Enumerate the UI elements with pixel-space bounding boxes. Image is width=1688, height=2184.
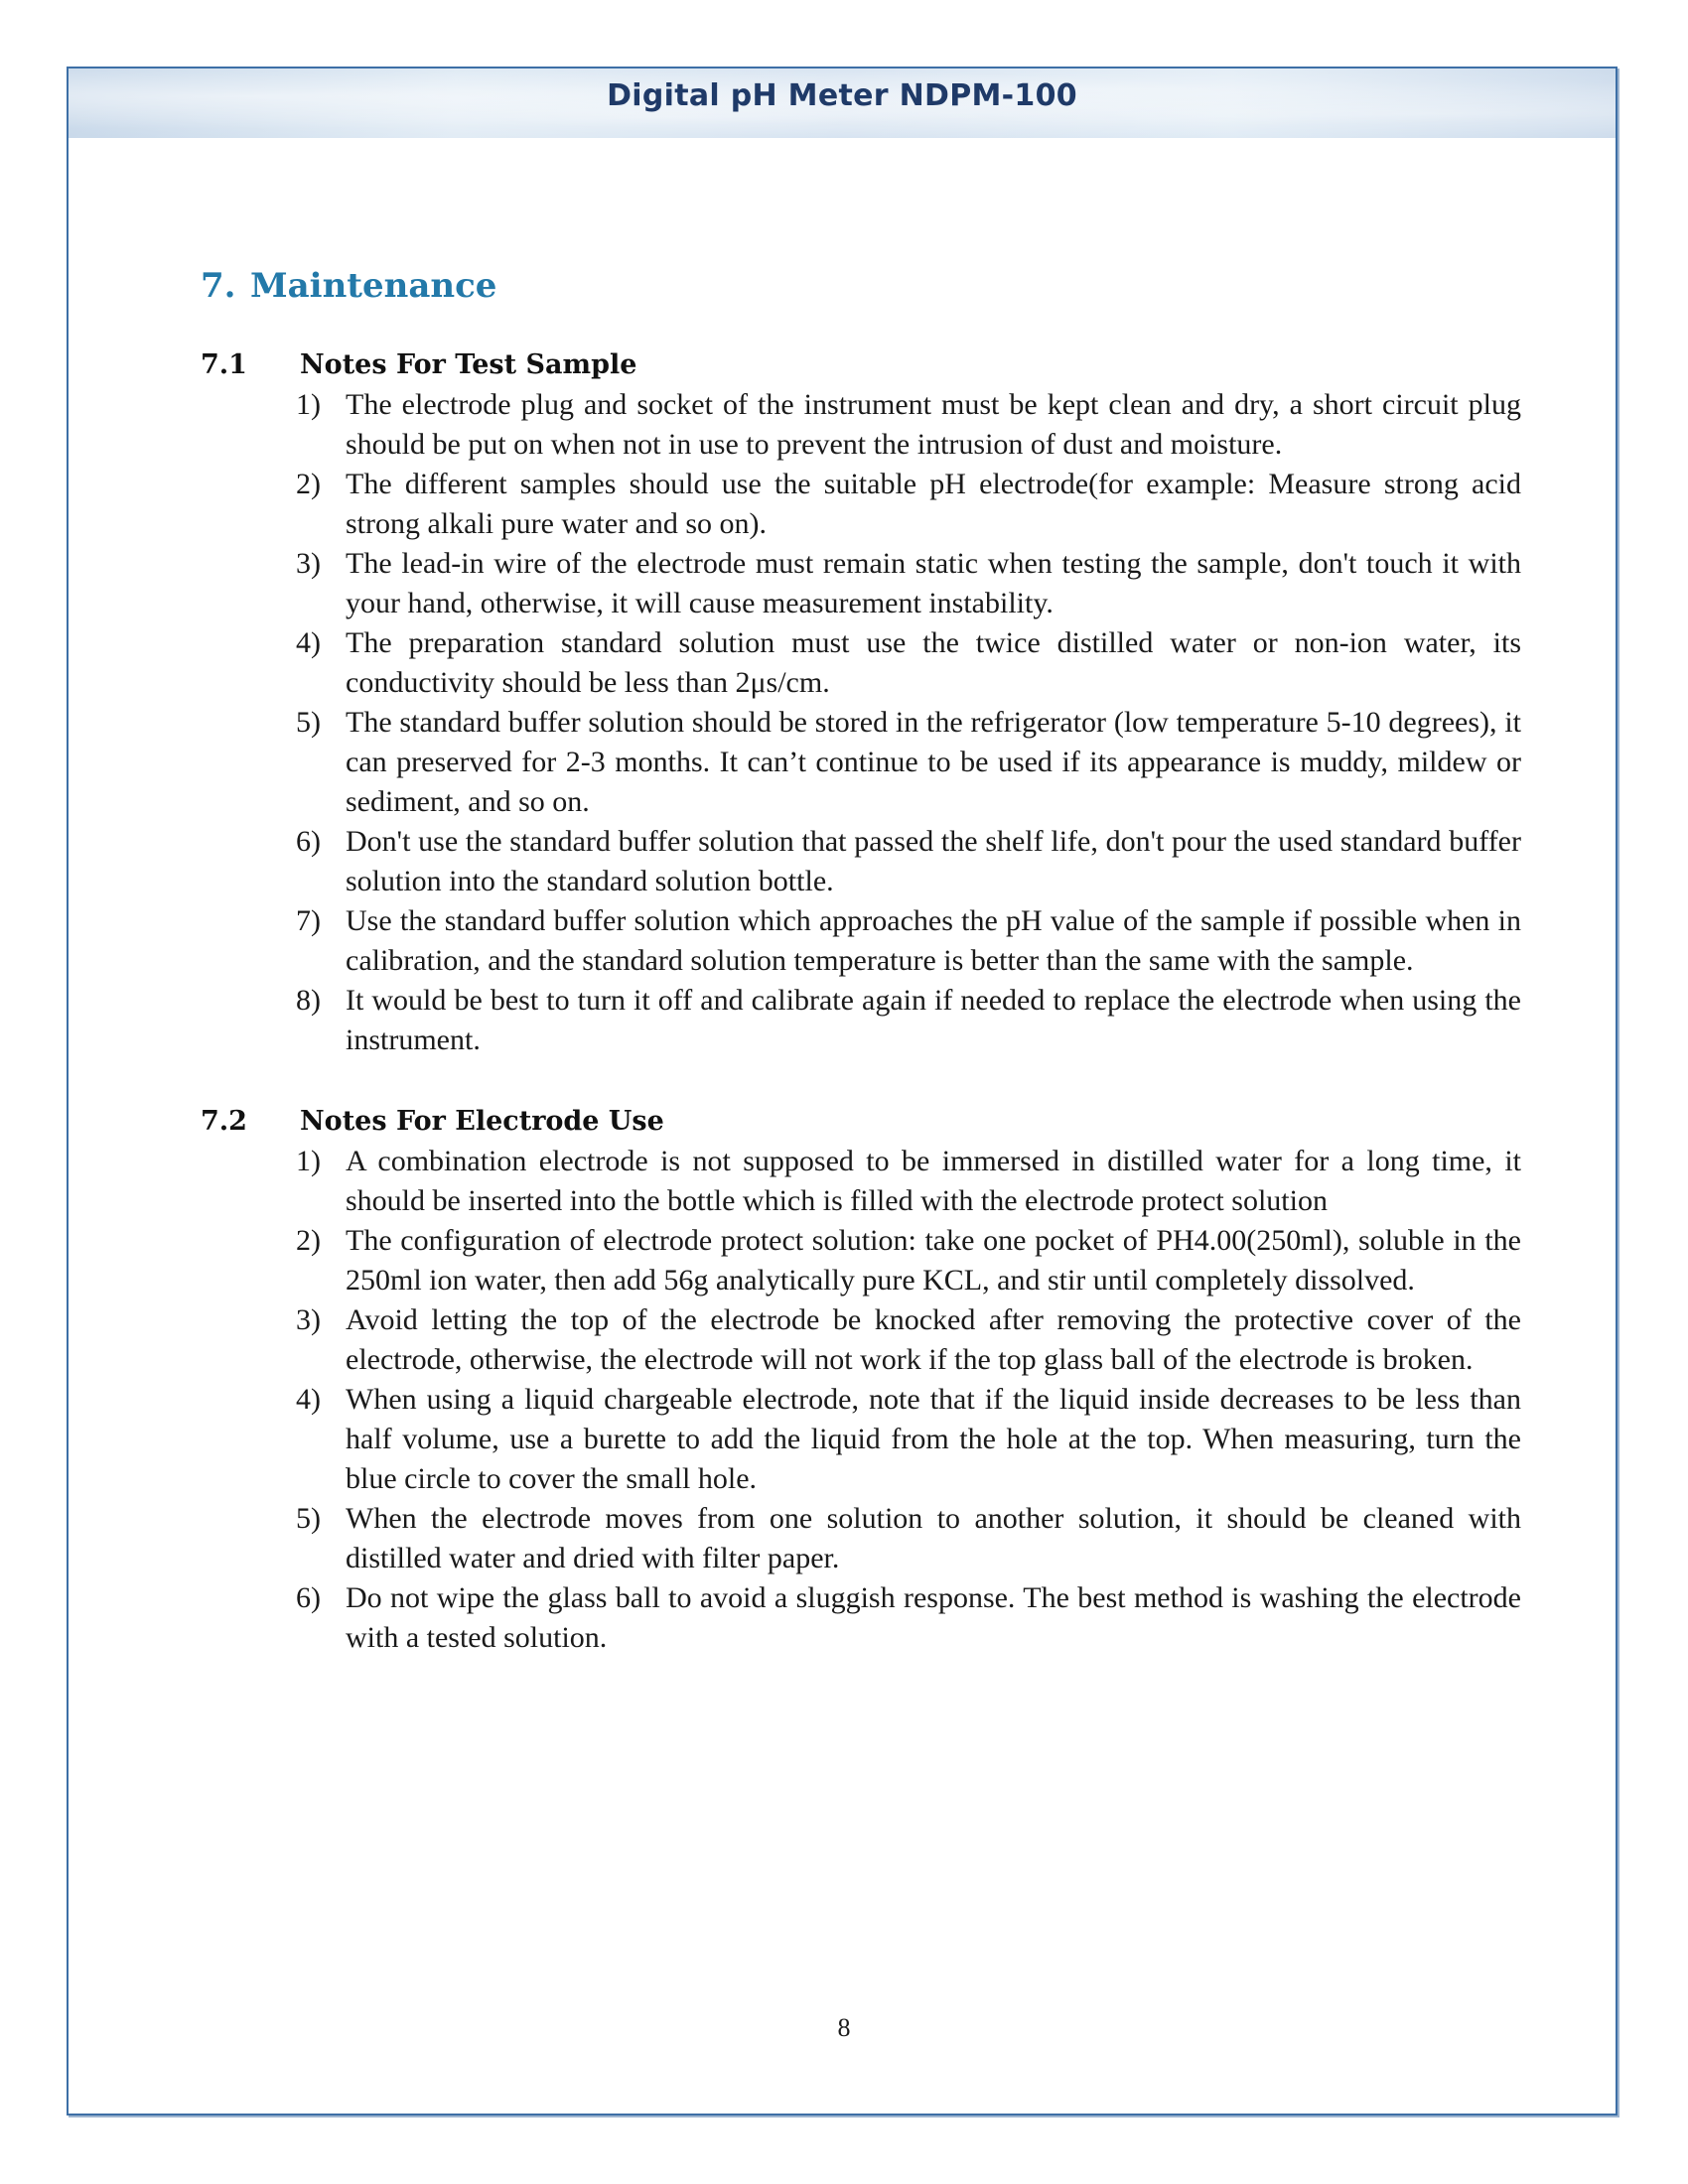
- subsection-title: Notes For Electrode Use: [300, 1106, 664, 1137]
- list-item: [296, 1142, 1521, 1221]
- list-marker: 3): [296, 1303, 321, 1336]
- list-item: [296, 1221, 1521, 1300]
- list-item-text: The preparation standard solution must use the twice distilled water or non-ion water, its conductivity should be less than 2μs/cm.: [346, 626, 1521, 699]
- subsection-test-sample: [201, 345, 1521, 1060]
- subsection-number: 7.1: [201, 349, 247, 380]
- list-marker: 6): [296, 1581, 321, 1614]
- list-item-text: The different samples should use the suitable pH electrode(for example: Measure strong acid strong alkali pure water and so on).: [346, 468, 1521, 540]
- list-marker: 1): [296, 1145, 321, 1177]
- list-marker: 2): [296, 1224, 321, 1257]
- list-item: [296, 544, 1521, 623]
- list-item: [296, 465, 1521, 544]
- section-heading: [201, 266, 1521, 306]
- document-header-title: Digital pH Meter NDPM-100: [607, 78, 1077, 113]
- subsection-electrode-use: [201, 1102, 1521, 1658]
- subsection-heading: [201, 1102, 1521, 1142]
- list-item: [296, 901, 1521, 981]
- electrode-use-list: [201, 1142, 1521, 1658]
- list-item: [296, 981, 1521, 1060]
- list-item-text: The lead-in wire of the electrode must remain static when testing the sample, don't touch it with your hand, otherwise, it will cause measurement instability.: [346, 547, 1521, 619]
- list-marker: 1): [296, 388, 321, 421]
- list-item-text: The configuration of electrode protect solution: take one pocket of PH4.00(250ml), soluble in the 250ml ion water, then add 56g analytically pure KCL, and stir until completely dissolved.: [346, 1224, 1521, 1297]
- list-item: [296, 1499, 1521, 1578]
- subsection-number: 7.2: [201, 1106, 247, 1137]
- list-marker: 7): [296, 904, 321, 937]
- list-marker: 5): [296, 706, 321, 739]
- list-item-text: Use the standard buffer solution which approaches the pH value of the sample if possible when in calibration, and the standard solution temperature is better than the same with the sample.: [346, 904, 1521, 977]
- test-sample-list: [201, 385, 1521, 1060]
- list-item-text: When using a liquid chargeable electrode, note that if the liquid inside decreases to be less than half volume, use a burette to add the liquid from the hole at the top. When measuring, turn the blue circle to cover the small hole.: [346, 1383, 1521, 1495]
- list-item-text: A combination electrode is not supposed to be immersed in distilled water for a long time, it should be inserted into the bottle which is filled with the electrode protect solution: [346, 1145, 1521, 1217]
- list-marker: 4): [296, 1383, 321, 1416]
- subsection-title: Notes For Test Sample: [300, 349, 637, 380]
- header-band: [69, 68, 1616, 138]
- list-item-text: Avoid letting the top of the electrode be knocked after removing the protective cover of the electrode, otherwise, the electrode will not work if the top glass ball of the electrode is broken.: [346, 1303, 1521, 1376]
- list-item: [296, 822, 1521, 901]
- list-item: [296, 385, 1521, 465]
- page-number: 8: [837, 2013, 851, 2042]
- list-item: [296, 623, 1521, 703]
- list-marker: 4): [296, 626, 321, 659]
- list-item-text: Don't use the standard buffer solution that passed the shelf life, don't pour the used standard buffer solution into the standard solution bottle.: [346, 825, 1521, 897]
- list-item-text: It would be best to turn it off and calibrate again if needed to replace the electrode when using the instrument.: [346, 984, 1521, 1056]
- list-item-text: Do not wipe the glass ball to avoid a sluggish response. The best method is washing the electrode with a tested solution.: [346, 1581, 1521, 1654]
- list-marker: 6): [296, 825, 321, 858]
- list-item-text: The standard buffer solution should be stored in the refrigerator (low temperature 5-10 degrees), it can preserved for 2-3 months. It can’t continue to be used if its appearance is muddy, mildew or sediment, and so on.: [346, 706, 1521, 818]
- list-item-text: When the electrode moves from one solution to another solution, it should be cleaned with distilled water and dried with filter paper.: [346, 1502, 1521, 1574]
- subsection-heading: [201, 345, 1521, 385]
- list-item: [296, 703, 1521, 822]
- list-item: [296, 1300, 1521, 1380]
- section-number: 7.: [201, 266, 236, 306]
- list-item: [296, 1578, 1521, 1658]
- list-item: [296, 1380, 1521, 1499]
- list-marker: 2): [296, 468, 321, 500]
- list-item-text: The electrode plug and socket of the instrument must be kept clean and dry, a short circuit plug should be put on when not in use to prevent the intrusion of dust and moisture.: [346, 388, 1521, 461]
- list-marker: 5): [296, 1502, 321, 1535]
- page-content: [201, 266, 1521, 1700]
- section-title: Maintenance: [250, 266, 497, 306]
- list-marker: 3): [296, 547, 321, 580]
- list-marker: 8): [296, 984, 321, 1017]
